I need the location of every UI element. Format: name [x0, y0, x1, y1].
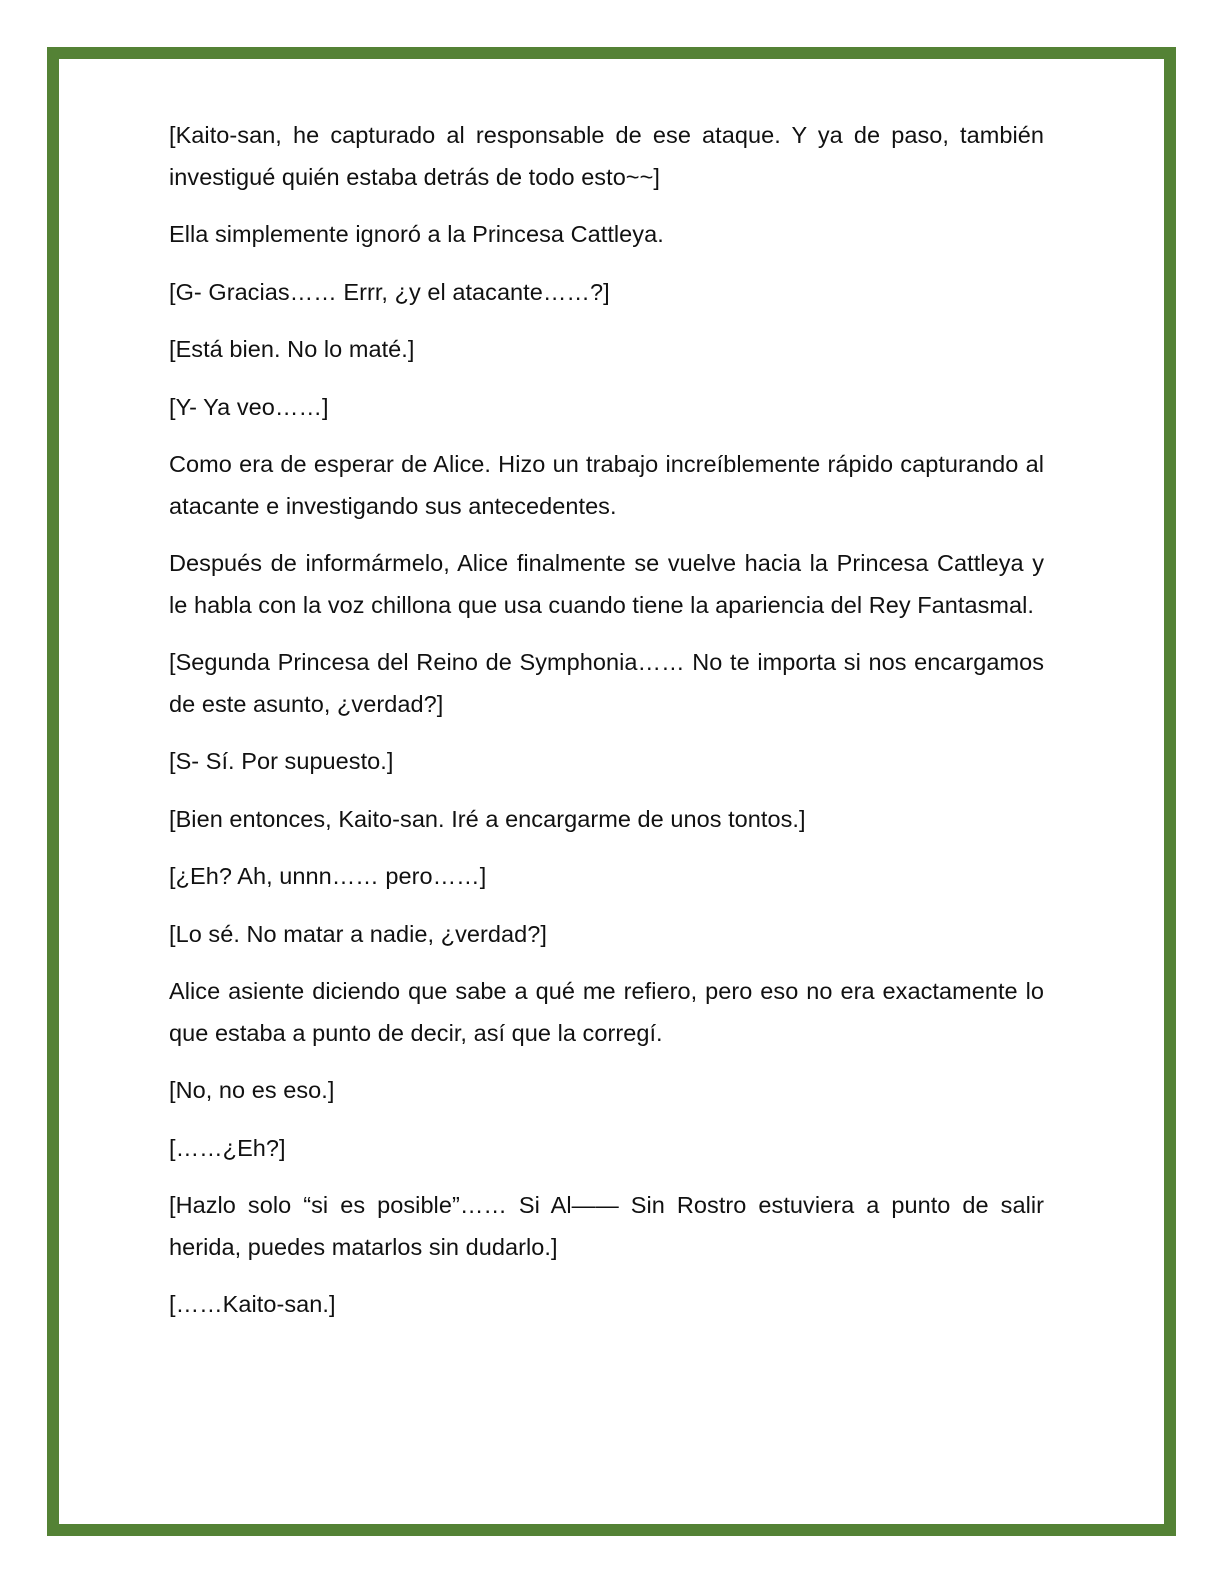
paragraph-narration: Alice asiente diciendo que sabe a qué me refiero, pero eso no era exactamente lo que estaba a punto de decir, así que la corregí. [169, 978, 1044, 1046]
paragraph-dialogue: [Y- Ya veo……] [169, 393, 329, 420]
paragraph-dialogue: [Bien entonces, Kaito-san. Iré a encargarme de unos tontos.] [169, 805, 806, 832]
paragraph-dialogue: [S- Sí. Por supuesto.] [169, 748, 394, 774]
paragraph-dialogue: [¿Eh? Ah, unnn…… pero……] [169, 863, 487, 889]
paragraph-dialogue: [G- Gracias…… Errr, ¿y el atacante……?] [169, 278, 610, 305]
paragraph-dialogue: [……Kaito-san.] [169, 1291, 336, 1317]
paragraph-dialogue: [……¿Eh?] [169, 1134, 286, 1161]
paragraph-dialogue: [Kaito-san, he capturado al responsable de ese ataque. Y ya de paso, también investigué quién estaba detrás de todo esto~~] [169, 122, 1044, 190]
paragraph-dialogue: [Está bien. No lo maté.] [169, 336, 415, 362]
paragraph-narration: Después de informármelo, Alice finalmente se vuelve hacia la Princesa Cattleya y le habla con la voz chillona que usa cuando tiene la apariencia del Rey Fantasmal. [169, 550, 1044, 618]
paragraph-narration: Ella simplemente ignoró a la Princesa Cattleya. [169, 221, 664, 247]
paragraph-dialogue: [Lo sé. No matar a nadie, ¿verdad?] [169, 920, 547, 947]
document-body [169, 115, 1044, 1342]
paragraph-narration: Como era de esperar de Alice. Hizo un trabajo increíblemente rápido capturando al atacante e investigando sus antecedentes. [169, 451, 1044, 519]
paragraph-dialogue: [Segunda Princesa del Reino de Symphonia…… No te importa si nos encargamos de este asunto, ¿verdad?] [169, 649, 1044, 717]
paragraph-dialogue: [No, no es eso.] [169, 1077, 335, 1103]
paragraph-dialogue: [Hazlo solo “si es posible”…… Si Al—— Sin Rostro estuviera a punto de salir herida, puedes matarlos sin dudarlo.] [169, 1192, 1044, 1260]
